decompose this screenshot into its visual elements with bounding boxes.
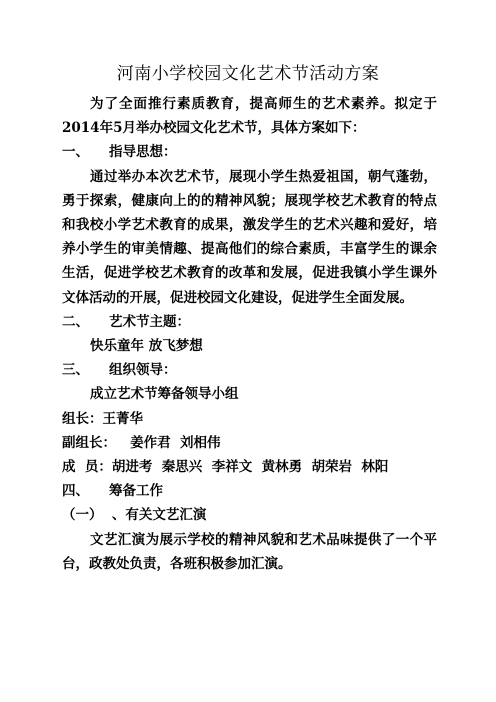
organization-subtitle: 成立艺术节筹备领导小组 bbox=[90, 386, 239, 403]
subsection-heading-performance: （一） 、有关文艺汇演 bbox=[62, 507, 207, 524]
intro-paragraph: 为了全面推行素质教育，提高师生的艺术素养。拟定于2014年5月举办校园文化艺术节，具体方案如下： bbox=[62, 96, 437, 137]
section-heading-guiding-thought bbox=[62, 140, 437, 164]
deputy-leader-line: 副组长： 姜作君 刘相伟 bbox=[62, 434, 221, 451]
section-label: 艺术节主题： bbox=[109, 313, 190, 330]
section-heading-organization bbox=[62, 358, 437, 382]
section-number: 四、 bbox=[62, 483, 89, 500]
section-heading-preparation bbox=[62, 479, 437, 503]
section-number: 三、 bbox=[62, 362, 89, 379]
leader-line: 组长：王菁华 bbox=[62, 410, 143, 427]
theme-text: 快乐童年 放飞梦想 bbox=[90, 338, 203, 355]
section-number: 二、 bbox=[62, 313, 89, 330]
section-label: 组织领导： bbox=[109, 362, 177, 379]
section-label: 筹备工作 bbox=[109, 483, 163, 500]
guiding-thought-paragraph: 通过举办本次艺术节，展现小学生热爱祖国，朝气蓬勃，勇于探索，健康向上的的精神风貌；展现学校艺术教育的特点和我校小学艺术教育的成果，激发学生的艺术兴趣和爱好，培养小学生的审美情趣、提高他们的综合素质，丰富学生的课余生活，促进学校艺术教育的改革和发展，促进我镇小学生课外文体活动的开展，促进校园文化建设，促进学生全面发展。 bbox=[62, 168, 437, 306]
document-body bbox=[62, 92, 437, 576]
section-number: 一、 bbox=[62, 144, 89, 161]
members-line: 成 员：胡进考 秦思兴 李祥文 黄林勇 胡荣岩 林阳 bbox=[62, 459, 389, 476]
document-title: 河南小学校园文化艺术节活动方案 bbox=[116, 64, 380, 84]
section-heading-theme bbox=[62, 310, 437, 334]
section-label: 指导思想： bbox=[109, 144, 177, 161]
performance-paragraph: 文艺汇演为展示学校的精神风貌和艺术品味提供了一个平台，政教处负责，各班积极参加汇演。 bbox=[62, 531, 437, 572]
